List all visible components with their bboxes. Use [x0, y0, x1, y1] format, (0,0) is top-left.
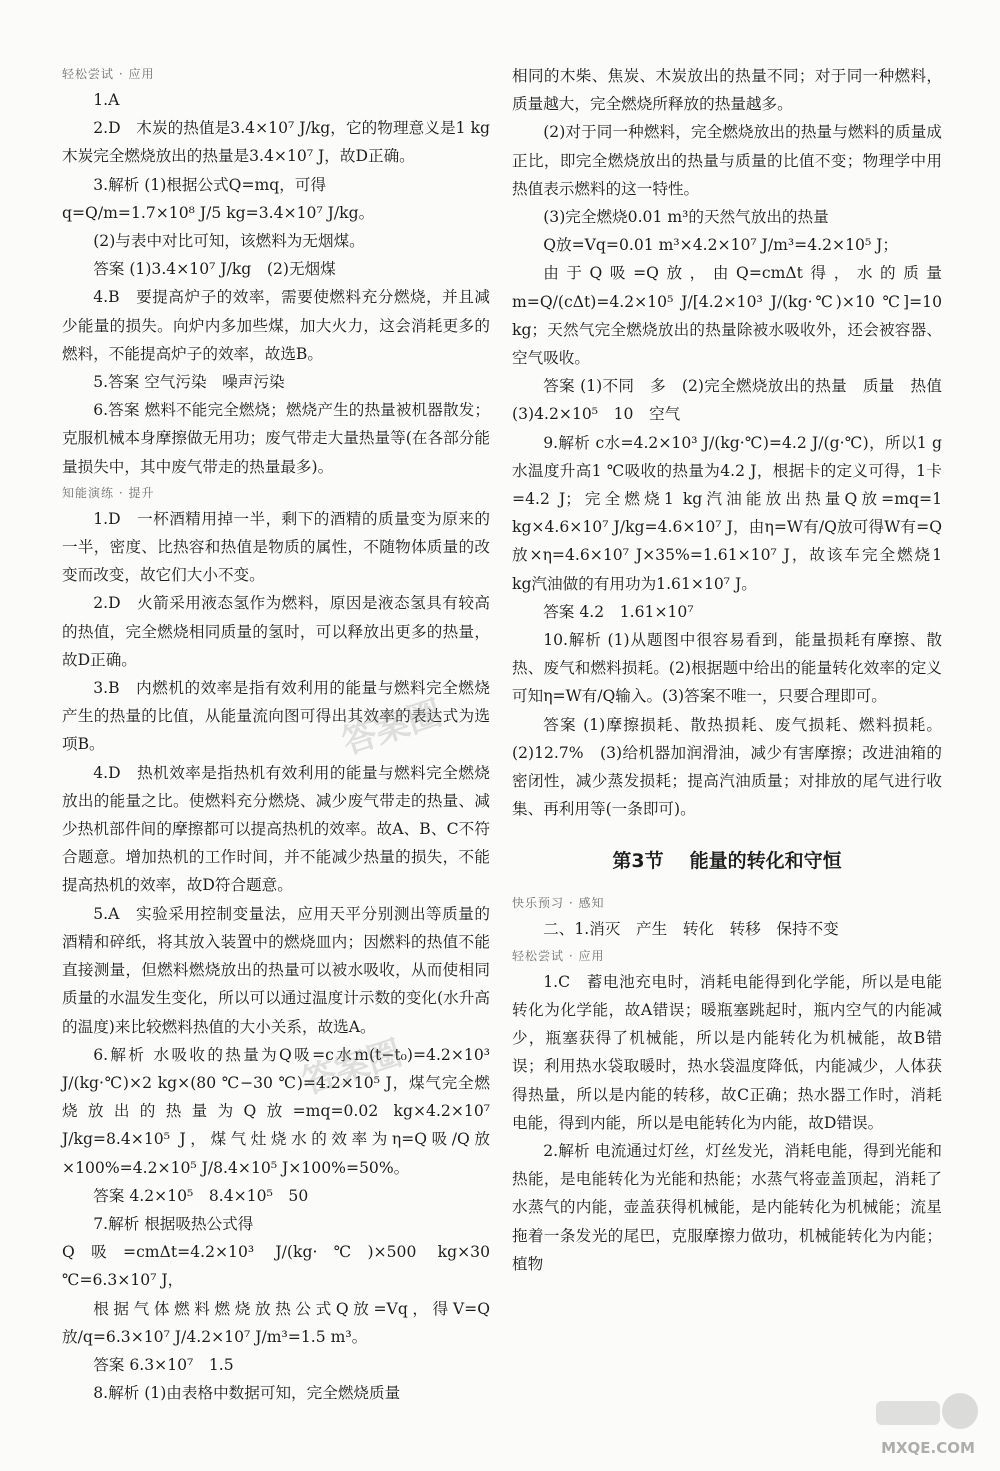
watermark: 答案圈 — [337, 693, 447, 763]
answer-paragraph: 2.D 火箭采用液态氢作为燃料，原因是液态氢具有较高的热值，完全燃烧相同质量的氢时，可以释放出更多的热量，故D正确。 — [62, 594, 490, 669]
formula-line: Q吸=cmΔt=4.2×10³ J/(kg·℃)×500 kg×30 ℃=6.3×10⁷ J， — [62, 1243, 490, 1290]
section-number: 第3节 — [612, 850, 664, 873]
answer-paragraph: 9.解析 c水=4.2×10³ J/(kg·℃)=4.2 J/(g·℃)，所以1 g水温度升高1 ℃吸收的热量为4.2 J，根据卡的定义可得，1卡=4.2 J；完全燃烧1 kg汽油能放出热量Q放=mq=1 kg×4.6×10⁷ J/kg=4.6×10⁷ J，由η=W有/Q放可得W有=Q放×η=4.6×10⁷ J×35%=1.61×10⁷ J，故该车完全燃烧1 kg汽油做的有用功为1.61×10⁷ J。 — [512, 433, 942, 593]
answer-paragraph: 答案 (1)摩擦损耗、散热损耗、废气损耗、燃料损耗。(2)12.7% (3)给机器加润滑油，减少有害摩擦；改进油箱的密闭性，减少蒸发损耗；提高汽油质量；对排放的尾气进行收集、再利用等(一条即可)。 — [512, 715, 942, 819]
answer-line: 答案 (1)不同 多 (2)完全燃烧放出的热量 质量 热值 (3)4.2×10⁵ 10 空气 — [512, 377, 958, 424]
answer-paragraph: 1.A — [93, 91, 120, 109]
section-label: 轻松尝试 · 应用 — [512, 948, 605, 963]
answer-paragraph: 2.D 木炭的热值是3.4×10⁷ J/kg，它的物理意义是1 kg木炭完全燃烧放出的热量是3.4×10⁷ J，故D正确。 — [62, 119, 490, 166]
section-label: 轻松尝试 · 应用 — [62, 67, 155, 81]
answer-line: 5.答案 空气污染 噪声污染 — [93, 373, 285, 392]
answer-paragraph: 1.D 一杯酒精用掉一半，剩下的酒精的质量变为原来的一半，密度、比热容和热值是物质的属性，不随物体质量的改变而改变，故它们大小不变。 — [62, 509, 490, 585]
formula-line: q=Q/m=1.7×10⁸ J/5 kg=3.4×10⁷ J/kg。 — [62, 203, 375, 222]
answer-paragraph: (2)与表中对比可知，该燃料为无烟煤。 — [93, 232, 365, 251]
answer-line: 答案 (1)3.4×10⁷ J/kg (2)无烟煤 — [93, 260, 336, 279]
right-column — [512, 62, 958, 1278]
section-heading: 能量的转化和守恒 — [689, 850, 842, 873]
answer-line: 答案 4.2 1.61×10⁷ — [543, 602, 694, 621]
answer-paragraph: 相同的木柴、焦炭、木炭放出的热量不同；对于同一种燃料，质量越大，完全燃烧所释放的热量越多。 — [512, 67, 942, 114]
answer-paragraph: 10.解析 (1)从题图中很容易看到，能量损耗有摩擦、散热、废气和燃料损耗。(2)根据题中给出的能量转化效率的定义可知η=W有/Q输入。(3)答案不唯一，只要合理即可。 — [512, 631, 942, 706]
answer-paragraph: 1.C 蓄电池充电时，消耗电能得到化学能，所以是电能转化为化学能，故A错误；暖瓶塞跳起时，瓶内空气的内能减少，瓶塞获得了机械能，所以是内能转化为机械能，故B错误；利用热水袋取暖时，热水袋温度降低，内能减少，人体获得热量，所以是内能的转移，故C正确；热水器工作时，消耗电能，得到内能，所以是电能转化为内能，故D错误。 — [512, 972, 942, 1132]
answer-paragraph: (2)对于同一种燃料，完全燃烧放出的热量与燃料的质量成正比，即完全燃烧放出的热量与质量的比值不变；物理学中用热值表示燃料的这一特性。 — [512, 123, 942, 198]
section-title — [512, 835, 942, 887]
answer-paragraph: 6.答案 燃料不能完全燃烧；燃烧产生的热量被机器散发；克服机械本身摩擦做无用功；废气带走大量热量等(在各部分能量损失中，其中废气带走的热量最多)。 — [62, 401, 490, 476]
answer-line: 二、1.消灭 产生 转化 转移 保持不变 — [543, 920, 839, 939]
answer-paragraph: 2.解析 电流通过灯丝，灯丝发光，消耗电能，得到光能和热能，是电能转化为光能和热能；水蒸气将壶盖顶起，消耗了水蒸气的内能，壶盖获得机械能，是内能转化为机械能；流星拖着一条发光的尾巴，克服摩擦力做功，机械能转化为内能；植物 — [512, 1141, 942, 1273]
answer-paragraph: 根据气体燃料燃烧放热公式Q放=Vq，得V=Q放/q=6.3×10⁷ J/4.2×10⁷ J/m³=1.5 m³。 — [62, 1299, 490, 1346]
section-label: 快乐预习 · 感知 — [512, 896, 605, 911]
answer-paragraph: 4.B 要提高炉子的效率，需要使燃料充分燃烧，并且减少能量的损失。向炉内多加些煤，加大火力，这会消耗更多的燃料，不能提高炉子的效率，故选B。 — [62, 288, 490, 363]
answer-paragraph: 7.解析 根据吸热公式得 — [93, 1214, 254, 1233]
answer-paragraph: 8.解析 (1)由表格中数据可知，完全燃烧质量 — [93, 1384, 401, 1403]
answer-paragraph: 5.A 实验采用控制变量法，应用天平分别测出等质量的酒精和碎纸，将其放入装置中的燃烧皿内；因燃料的热值不能直接测量，但燃料燃烧放出的热量可以被水吸收，从而使相同质量的水温发生变化，所以可以通过温度计示数的变化(水升高的温度)来比较燃料热值的大小关系，故选A。 — [62, 904, 490, 1036]
answer-line: 答案 4.2×10⁵ 8.4×10⁵ 50 — [93, 1186, 309, 1205]
answer-paragraph: 3.解析 (1)根据公式Q=mq，可得 — [93, 175, 327, 194]
answer-paragraph: 6.解析 水吸收的热量为Q吸=c水m(t−t₀)=4.2×10³ J/(kg·℃)×2 kg×(80 ℃−30 ℃)=4.2×10⁵ J，煤气完全燃烧放出的热量为Q放=mq=0.02 kg×4.2×10⁷ J/kg=8.4×10⁵ J，煤气灶烧水的效率为η=Q吸/Q放×100%=4.2×10⁵ J/8.4×10⁵ J×100%=50%。 — [62, 1045, 490, 1177]
logo-text: MXQE.COM — [881, 1439, 975, 1457]
answer-paragraph: 3.B 内燃机的效率是指有效利用的能量与燃料完全燃烧产生的热量的比值，从能量流向图可得出其效率的表达式为选项B。 — [62, 679, 490, 754]
answer-line: 答案 6.3×10⁷ 1.5 — [93, 1355, 234, 1374]
watermark: 答案圈 — [297, 1033, 407, 1103]
answer-paragraph: (3)完全燃烧0.01 m³的天然气放出的热量 — [543, 208, 829, 227]
formula-line: Q放=Vq=0.01 m³×4.2×10⁷ J/m³=4.2×10⁵ J； — [543, 236, 899, 255]
site-logo-icon — [872, 1389, 984, 1463]
section-label: 知能演练 · 提升 — [62, 485, 155, 500]
answer-paragraph: 4.D 热机效率是指热机有效利用的能量与燃料完全燃烧放出的能量之比。使燃料充分燃烧、减少废气带走的热量、减少热机部件间的摩擦都可以提高热机的效率。故A、B、C不符合题意。增加热机的工作时间，并不能减少热量的损失，不能提高热机的效率，故D符合题意。 — [62, 763, 490, 895]
answer-paragraph: 由于Q吸=Q放，由Q=cmΔt得，水的质量m=Q/(cΔt)=4.2×10⁵ J/[4.2×10³ J/(kg·℃)×10 ℃]=10 kg；天然气完全燃烧放出的热量除被水吸收外，还会被容器、空气吸收。 — [512, 264, 942, 368]
